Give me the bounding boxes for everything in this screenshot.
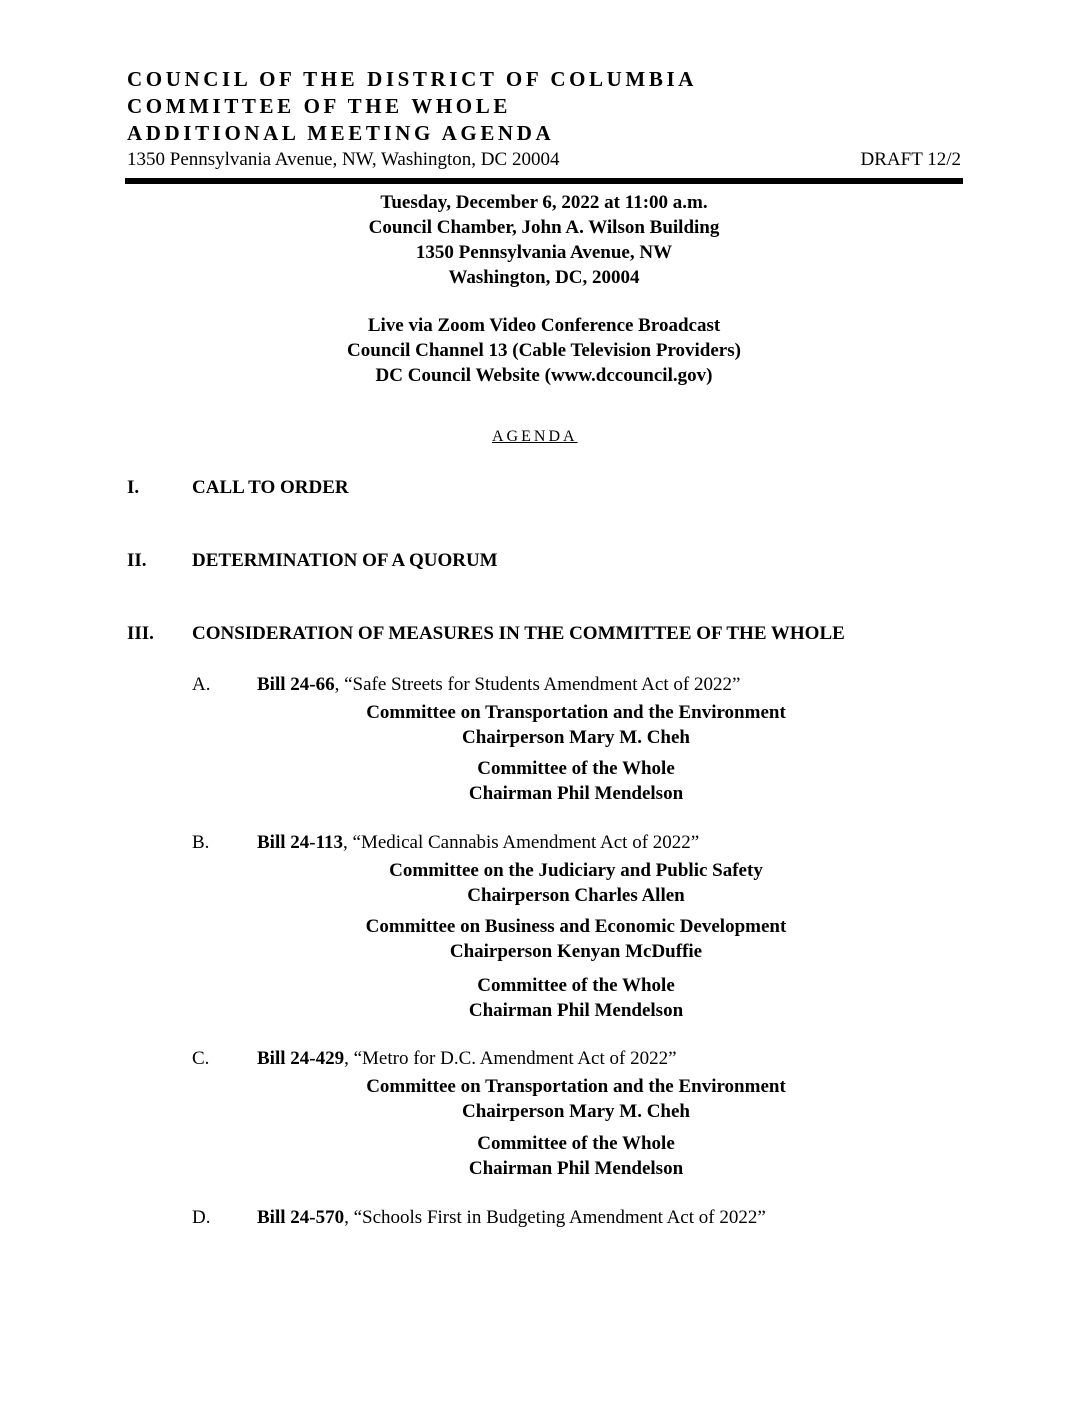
- meeting-city: Washington, DC, 20004: [448, 267, 640, 288]
- item-letter: C.: [192, 1048, 210, 1069]
- draft-label: DRAFT 12/2: [860, 149, 961, 170]
- meeting-venue: Council Chamber, John A. Wilson Building: [368, 217, 720, 238]
- agenda-item: [257, 1048, 677, 1070]
- bill-number: Bill 24-570: [257, 1207, 345, 1228]
- council-heading: COUNCIL OF THE DISTRICT OF COLUMBIA: [127, 67, 697, 91]
- committee-chair: Chairperson Mary M. Cheh: [462, 1101, 690, 1122]
- committee-chair: Chairman Phil Mendelson: [468, 783, 684, 804]
- agenda-item: [257, 832, 699, 854]
- meeting-info: [300, 190, 788, 290]
- committee-name: Committee of the Whole: [477, 1133, 675, 1154]
- broadcast-website: DC Council Website (www.dccouncil.gov): [375, 365, 713, 386]
- committee-block: [270, 973, 882, 1023]
- committee-block: [270, 700, 882, 750]
- bill-number: Bill 24-113: [257, 832, 344, 853]
- committee-block: [270, 756, 882, 806]
- committee-name: Committee on Transportation and the Environment: [366, 1076, 786, 1097]
- agenda-item: [257, 674, 740, 696]
- item-letter: B.: [192, 832, 210, 853]
- bill-title: , “Schools First in Budgeting Amendment Act of 2022”: [344, 1207, 766, 1228]
- section-title: CALL TO ORDER: [192, 477, 349, 498]
- section-number: I.: [127, 477, 140, 498]
- committee-chair: Chairperson Kenyan McDuffie: [449, 941, 703, 962]
- item-letter: A.: [192, 674, 211, 695]
- section-title: CONSIDERATION OF MEASURES IN THE COMMITTEE OF THE WHOLE: [192, 623, 845, 644]
- committee-chair: Chairperson Mary M. Cheh: [462, 727, 690, 748]
- bill-number: Bill 24-66: [257, 674, 335, 695]
- section-title: DETERMINATION OF A QUORUM: [192, 550, 498, 571]
- broadcast-info: [300, 313, 788, 388]
- council-address: 1350 Pennsylvania Avenue, NW, Washington, DC 20004: [127, 149, 560, 170]
- broadcast-zoom: Live via Zoom Video Conference Broadcast: [367, 315, 721, 336]
- committee-name: Committee of the Whole: [477, 975, 675, 996]
- header-rule: [125, 178, 963, 184]
- bill-title: , “Medical Cannabis Amendment Act of 2022”: [343, 832, 700, 853]
- bill-title: , “Metro for D.C. Amendment Act of 2022”: [344, 1048, 677, 1069]
- committee-name: Committee on the Judiciary and Public Safety: [389, 860, 763, 881]
- committee-name: Committee on Business and Economic Development: [365, 916, 787, 937]
- committee-chair: Chairperson Charles Allen: [467, 885, 685, 906]
- bill-number: Bill 24-429: [257, 1048, 345, 1069]
- broadcast-channel: Council Channel 13 (Cable Television Providers): [347, 340, 741, 361]
- committee-name: Committee on Transportation and the Environment: [366, 702, 786, 723]
- section-number: II.: [127, 550, 147, 571]
- committee-chair: Chairman Phil Mendelson: [468, 1000, 684, 1021]
- committee-block: [270, 914, 882, 964]
- agenda-title: AGENDA: [492, 428, 578, 445]
- agenda-type-heading: ADDITIONAL MEETING AGENDA: [127, 121, 555, 145]
- committee-block: [270, 1131, 882, 1181]
- meeting-datetime: Tuesday, December 6, 2022 at 11:00 a.m.: [380, 192, 708, 213]
- committee-block: [270, 1074, 882, 1124]
- agenda-item: [257, 1207, 766, 1229]
- committee-block: [270, 858, 882, 908]
- committee-heading: COMMITTEE OF THE WHOLE: [127, 94, 511, 118]
- committee-chair: Chairman Phil Mendelson: [468, 1158, 684, 1179]
- item-letter: D.: [192, 1207, 211, 1228]
- committee-name: Committee of the Whole: [477, 758, 675, 779]
- section-number: III.: [127, 623, 154, 644]
- meeting-street: 1350 Pennsylvania Avenue, NW: [415, 242, 673, 263]
- bill-title: , “Safe Streets for Students Amendment Act of 2022”: [334, 674, 741, 695]
